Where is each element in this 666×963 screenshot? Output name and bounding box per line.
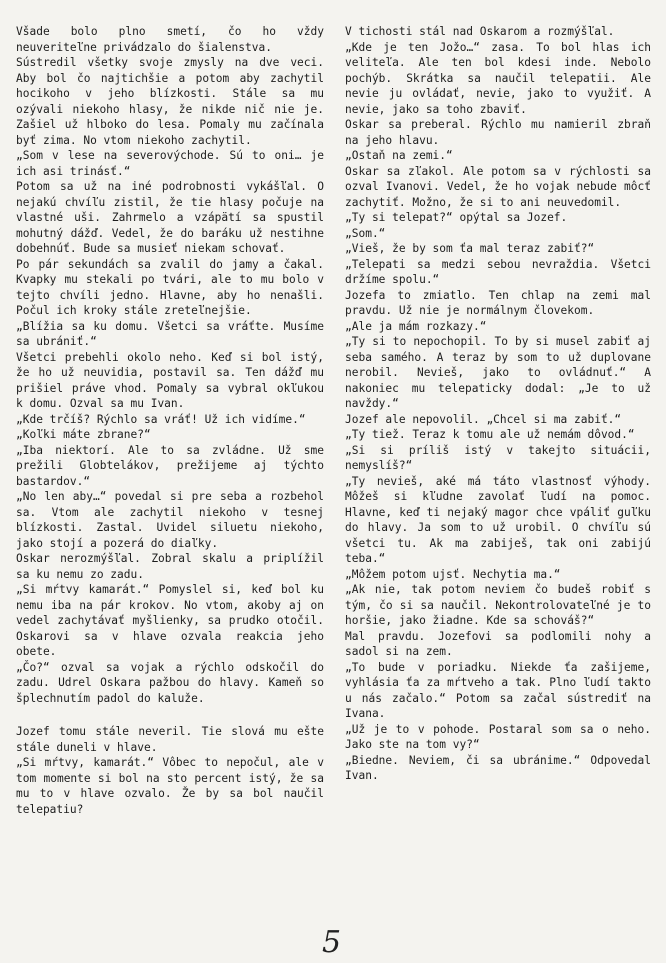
section-break [16,706,324,724]
paragraph: Sústredil všetky svoje zmysly na dve veci. Aby bol čo najtichšie a potom aby zachytil hocikoho v jeho blízkosti. Stále sa mu ozývali niekoho hlasy, že nikde nič nie je. Zašiel už hlboko do lesa. Pomaly mu začínala byť zima. No vtom niekoho zachytil. [16,56,324,147]
paragraph: Všetci prebehli okolo neho. Keď si bol istý, že ho už neuvidia, postavil sa. Ten dážď mu prišiel práve vhod. Pomaly sa vybral okľukou k domu. Ozval sa mu Ivan. [16,350,324,410]
paragraph: Po pár sekundách sa zvalil do jamy a čakal. Kvapky mu stekali po tvári, ale to mu bolo v tejto chvíli jedno. Hlavne, aby ho nenašli. Počul ich kroky stále zreteľnejšie. [16,257,324,317]
paragraph: Všade bolo plno smetí, čo ho vždy neuveriteľne privádzalo do šialenstva. [16,25,324,54]
paragraph: Jozef tomu stále neveril. Tie slová mu ešte stále duneli v hlave. [16,725,324,754]
paragraph: V tichosti stál nad Oskarom a rozmýšľal. [345,25,615,38]
page-number: 5 [322,925,342,960]
paragraph: „Ty nevieš, aké má táto vlastnosť výhody. Môžeš si kľudne zavolať ľudí na pomoc. Hlavne, keď ti nejaký magor chce vpáliť guľku do hlavy. Ja som to už urobil. O chvíľu sú všetci tu. Ak ma zabiješ, tak oni zabijú teba.“ [345,474,651,565]
paragraph: Jozefa to zmiatlo. Ten chlap na zemi mal pravdu. Už nie je normálnym človekom. [345,288,651,317]
paragraph: „Ale ja mám rozkazy.“ [345,319,487,333]
paragraph: Mal pravdu. Jozefovi sa podlomili nohy a sadol si na zem. [345,629,651,658]
paragraph: „No len aby…“ povedal si pre seba a rozbehol sa. Vtom ale zachytil niekoho v tesnej blízkosti. Zastal. Uvidel siluetu niekoho, jako stojí a pozerá do diaľky. [16,490,324,550]
paragraph: „Už je to v pohode. Postaral som sa o neho. Jako ste na tom vy?“ [345,722,651,751]
paragraph: „Iba niektorí. Ale to sa zvládne. Už sme prežili Globtelákov, prežijeme aj týchto bastardov.“ [16,443,324,488]
paragraph: Oskar nerozmýšľal. Zobral skalu a priplížil sa ku nemu zo zadu. [16,552,324,581]
paragraph: Oskar sa zľakol. Ale potom sa v rýchlosti sa ozval Ivanovi. Vedel, že ho vojak nebude môcť zachytiť. Možno, že si to ani neuvedomil. [345,164,651,209]
left-column-part-a [16,24,324,706]
paragraph: Jozef ale nepovolil. „Chcel si ma zabiť.“ [345,412,622,426]
paragraph: „Môžem potom ujsť. Nechytia ma.“ [345,567,561,581]
paragraph: „Kde je ten Jožo…“ zasa. To bol hlas ich veliteľa. Ale ten bol kdesi inde. Nebolo pochýb. Skrátka sa naučil telepatii. Ale nevie ju ovládať, nevie, jako to využiť. A nevie, jako sa toho zbaviť. [345,40,651,116]
paragraph: „Kde trčíš? Rýchlo sa vráť! Už ich vidíme.“ [16,412,306,426]
paragraph: „To bude v poriadku. Niekde ťa zašijeme, vyhlásia ťa za mŕtveho a tak. Plno ľudí takto u nás začalo.“ Potom sa začal sústrediť na Ivana. [345,660,651,720]
paragraph: „Si si príliš istý v takejto situácii, nemyslíš?“ [345,443,651,472]
paragraph: „Blížia sa ku domu. Všetci sa vráťte. Musíme sa ubrániť.“ [16,319,324,348]
paragraph: „Telepati sa medzi sebou nevraždia. Všetci držíme spolu.“ [345,257,651,286]
right-column [345,24,651,784]
paragraph: Oskar sa preberal. Rýchlo mu namieril zbraň na jeho hlavu. [345,118,651,147]
left-column [16,24,324,817]
paragraph: „Ty tiež. Teraz k tomu ale už nemám dôvod.“ [345,428,635,441]
paragraph: „Koľki máte zbrane?“ [16,428,151,441]
paragraph: „Ty si telepat?“ opýtal sa Jozef. [345,211,568,224]
paragraph: „Som.“ [345,226,386,240]
paragraph: „Som v lese na severovýchode. Sú to oni… je ich asi trinásť.“ [16,149,324,178]
paragraph: „Biedne. Neviem, či sa ubránime.“ Odpovedal Ivan. [345,753,651,782]
paragraph: „Ty si to nepochopil. To by si musel zabiť aj seba samého. A teraz by som to už duplovane nerobil. Nevieš, jako to ovládnuť.“ A nakoniec mu telepaticky dodal: „Je to už navždy.“ [345,335,651,410]
paragraph: „Ostaň na zemi.“ [345,149,453,162]
paragraph: „Si mŕtvy, kamarát.“ Vôbec to nepočul, ale v tom momente si bol na sto percent istý, že sa mu to v hlave ozvalo. Že by sa bol naučil telepatiu? [16,756,324,816]
paragraph: „Čo?“ ozval sa vojak a rýchlo odskočil do zadu. Udrel Oskara pažbou do hlavy. Kameň so šplechnutím padol do kaluže. [16,660,324,705]
paragraph: „Si mŕtvy kamarát.“ Pomyslel si, keď bol ku nemu iba na pár krokov. No vtom, akoby aj on vedel zachytávať myšlienky, sa prudko otočil. Oskarovi sa v hlave ozvala reakcia jeho obete. [16,583,324,658]
paragraph: Potom sa už na iné podrobnosti vykášľal. O nejakú chvíľu zistil, že tie hlasy počuje na vlastné uši. Zahrmelo a vzápätí sa spustil mohutný dážď. Vedel, že do baráku už nestihne dobehnúť. Bude sa musieť niekam schovať. [16,180,324,255]
paragraph: „Vieš, že by som ťa mal teraz zabiť?“ [345,242,595,255]
paragraph: „Ak nie, tak potom neviem čo budeš robiť s tým, čo si sa naučil. Nekontrolovateľné je to horšie, jako žiadne. Kde sa schováš?“ [345,583,651,627]
left-column-part-b [16,724,324,817]
